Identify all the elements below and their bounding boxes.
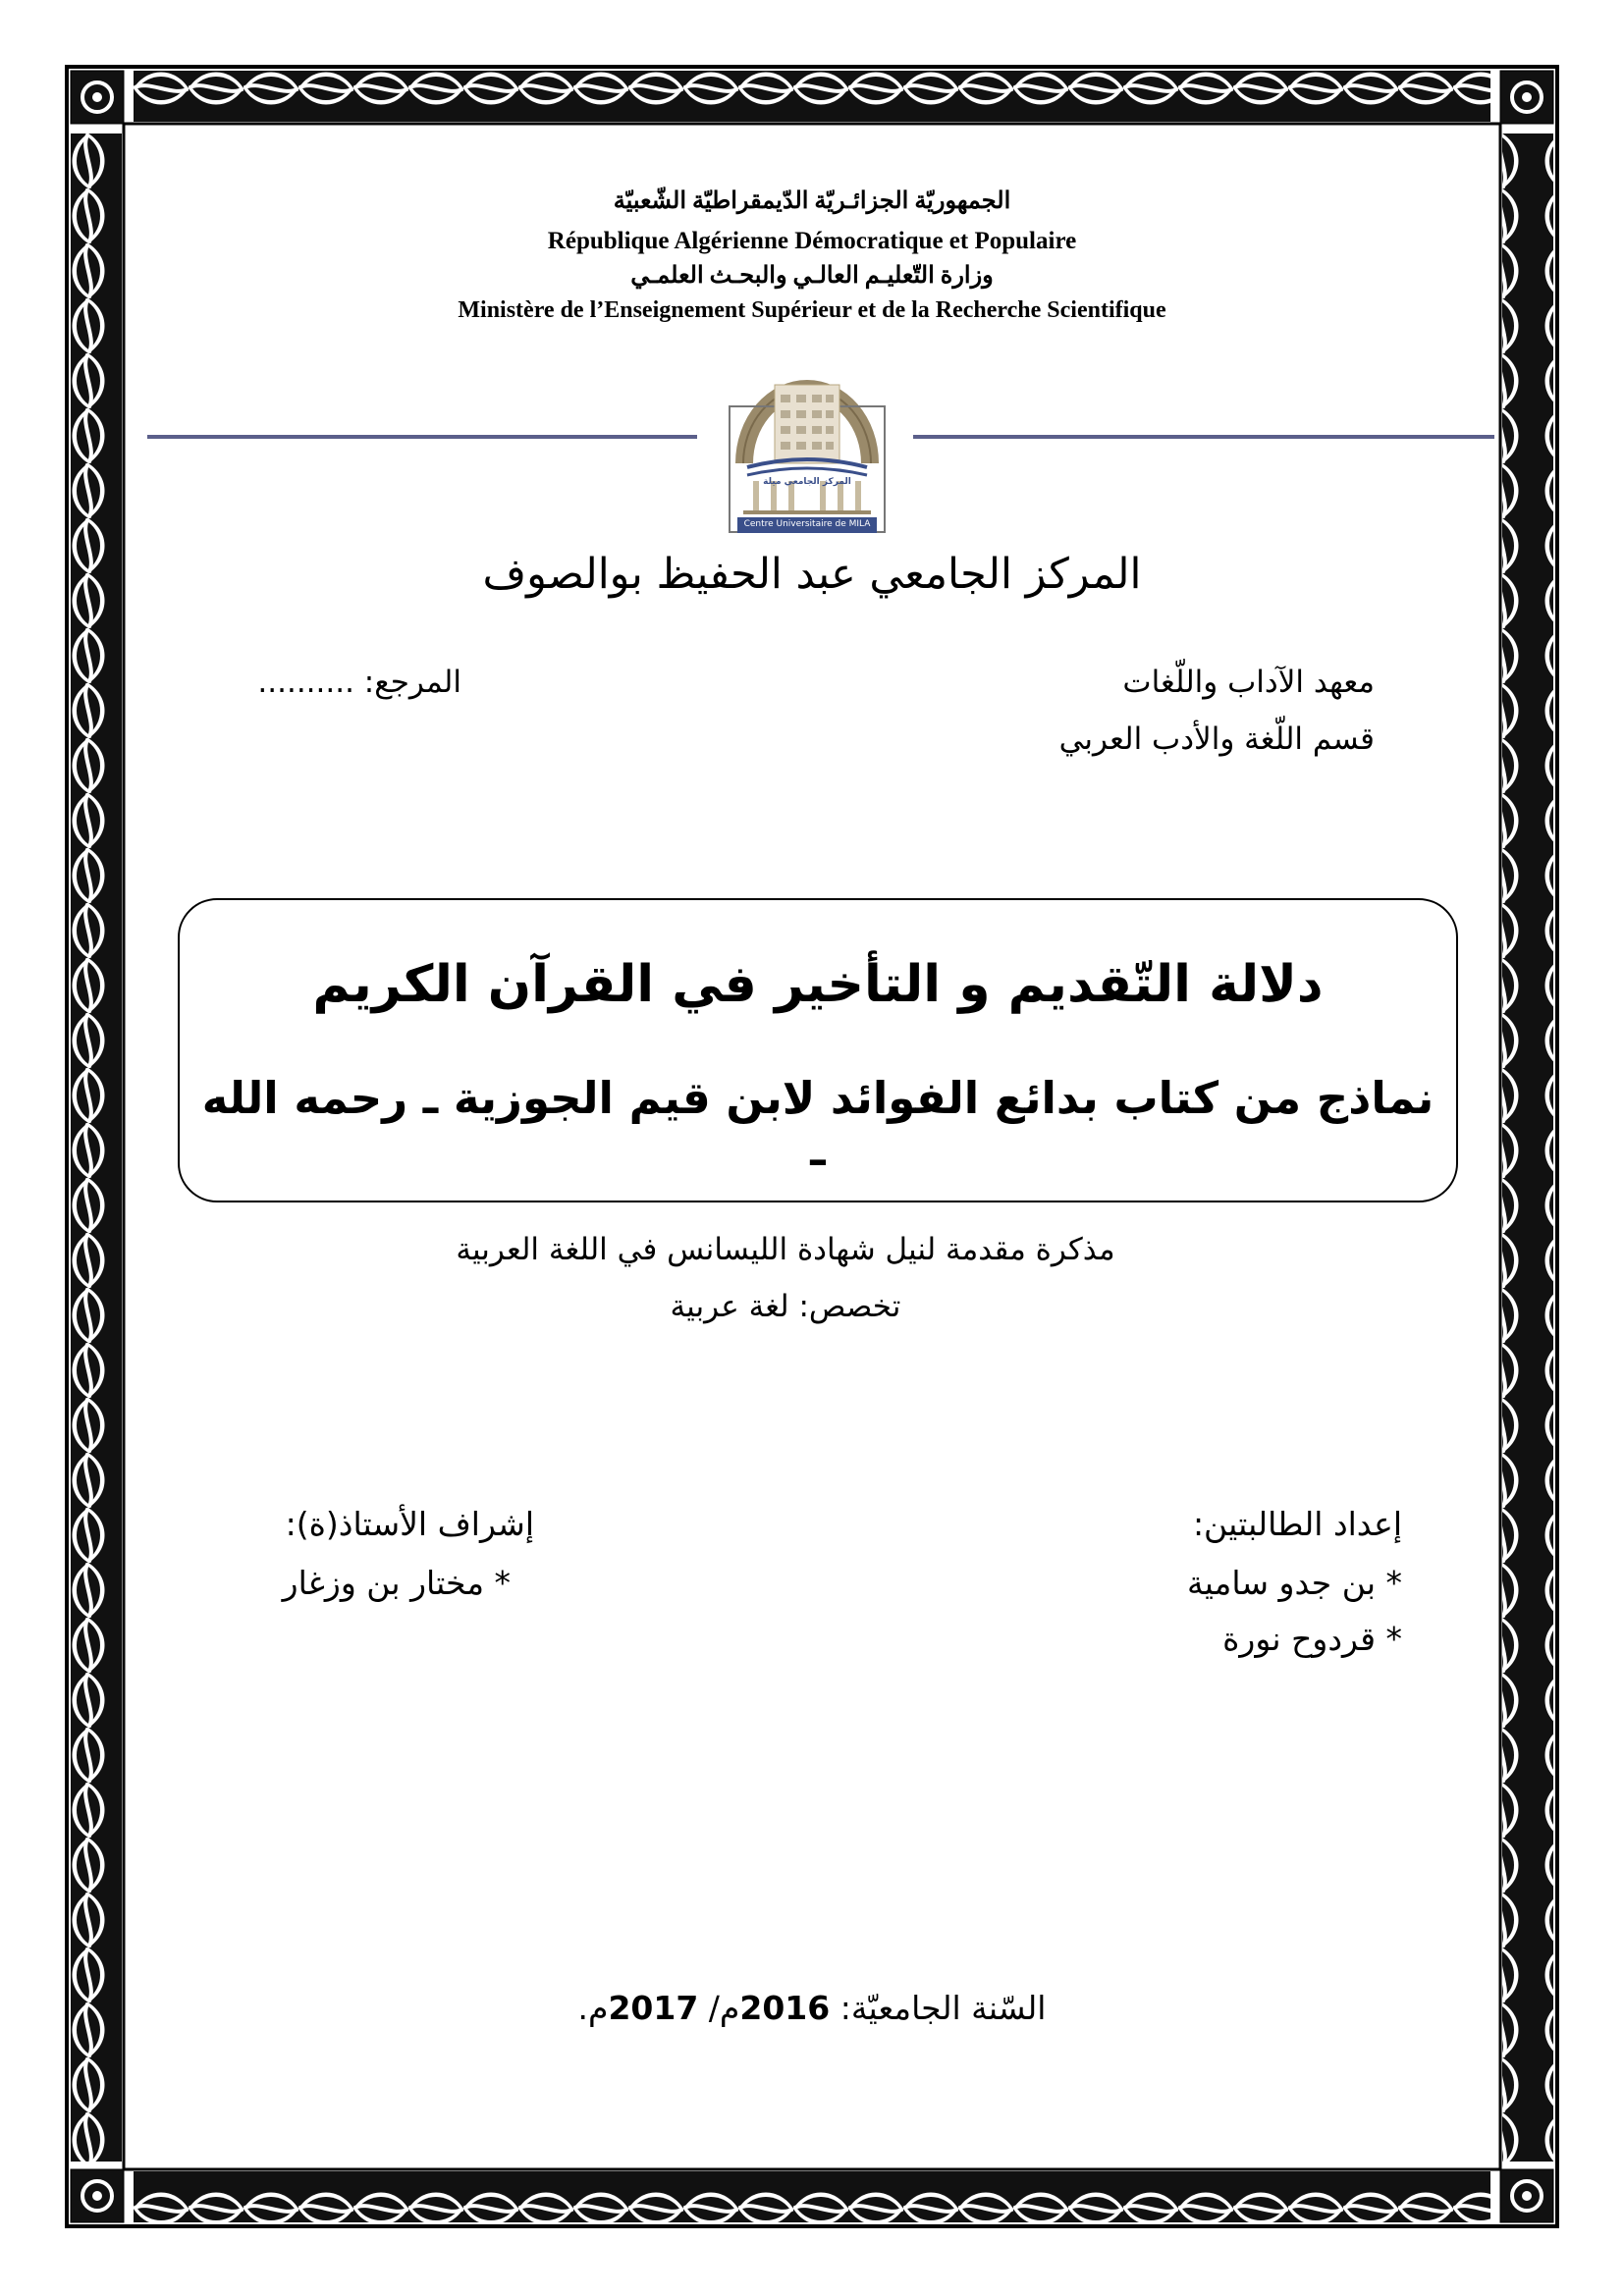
ministry-french: Ministère de l’Enseignement Supérieur et de la Recherche Scientifique <box>458 297 1166 323</box>
supervisor-name: * مختار بن وزغار <box>282 1564 511 1602</box>
department-name: قسم اللّغة والأدب العربي <box>1058 721 1375 757</box>
divider-right <box>913 435 1494 439</box>
student-item: * بن جدو سامية <box>1187 1564 1402 1602</box>
students-label: إعداد الطالبتين: <box>1192 1505 1402 1543</box>
thesis-title: دلالة التّقديم و التأخير في القرآن الكريم <box>312 955 1324 1014</box>
logo-caption: Centre Universitaire de MILA <box>743 519 871 529</box>
memo-specialty: تخصص: لغة عربية <box>670 1289 901 1324</box>
memo-purpose: مذكرة مقدمة لنيل شهادة الليسانس في اللغة العربية <box>456 1232 1115 1267</box>
republic-french: République Algérienne Démocratique et Populaire <box>547 228 1077 254</box>
logo-arabic-text: المركز الجامعي ميلة <box>763 477 851 487</box>
ministry-arabic: وزارة التّعليـم العالـي والبحـث العلمـي <box>630 263 994 289</box>
academic-year-end: 2017 <box>608 1989 699 2027</box>
academic-year-label: السّنة الجامعيّة: <box>839 1989 1047 2027</box>
institution-name: المركز الجامعي عبد الحفيظ بوالصوف <box>482 550 1142 599</box>
supervisor-label: إشراف الأستاذ(ة): <box>285 1505 534 1543</box>
institute-name: معهد الآداب واللّغات <box>1122 665 1375 700</box>
academic-year-start: 2016 <box>739 1989 831 2027</box>
academic-year-separator: م/ <box>698 1989 740 2027</box>
divider-left <box>147 435 697 439</box>
republic-arabic: الجمهوريّة الجزائـريّة الدّيمقراطيّة الشّعبيّة <box>613 188 1011 214</box>
reference-field: المرجع: .......... <box>257 665 461 700</box>
university-logo <box>724 355 891 537</box>
academic-year-suffix: م. <box>577 1989 609 2027</box>
logo-building-icon <box>724 355 891 537</box>
academic-year <box>419 1989 1205 2027</box>
thesis-subtitle: نماذج من كتاب بدائع الفوائد لابن قيم الجوزية ـ رحمه الله ـ <box>201 1072 1435 1176</box>
student-item: * قردوح نورة <box>1222 1620 1402 1658</box>
